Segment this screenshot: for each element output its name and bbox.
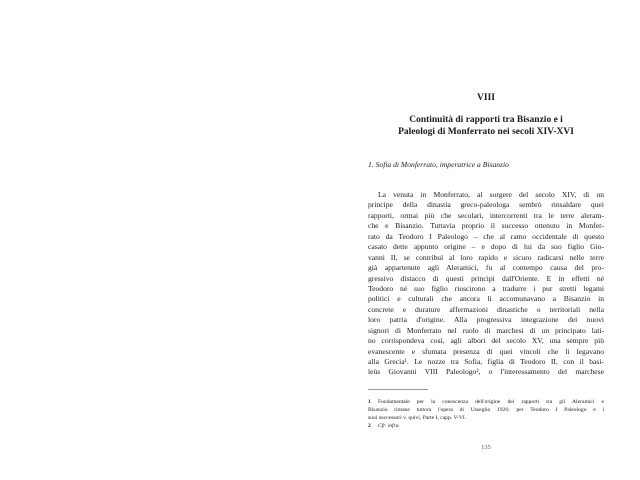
body-line: alla Grecia¹. Le nozze tra Sofia, figlia di Teodoro II, con il basi- xyxy=(368,357,604,366)
footnotes xyxy=(368,398,604,430)
body-line: Teodoro né suo figlio riuscirono a tradurre i pur stretti legami xyxy=(368,283,604,293)
footnote xyxy=(368,398,604,422)
body-text xyxy=(368,190,604,378)
body-line: politici e culturali che ancora li accomunavano a Bisanzio in xyxy=(368,294,604,304)
body-line: leùs Giovanni VIII Paleologo², o l'interessamento del marchese xyxy=(368,367,604,377)
body-line: vanni II, se contribuì al loro rapido e sicuro radicarsi nelle terre xyxy=(368,252,604,262)
chapter-number: VIII xyxy=(477,93,495,103)
body-line: rapporti, ormai più che secolari, intercorrenti tra le terre aleram- xyxy=(368,210,604,220)
page-number: 135 xyxy=(481,444,491,451)
chapter-title-line: Continuità di rapporti tra Bisanzio e i xyxy=(409,115,563,125)
body-line: signori di Monferrato nel ruolo di marchesi di un principato lati- xyxy=(368,325,604,335)
footnote-mark: 2 xyxy=(368,423,371,429)
footnote-line: Bisanzio rimane tuttora l'opera di Usseglio 1926; per Teodoro I Paleologo e i xyxy=(368,407,604,413)
body-line: evanescente e sfumata presenza di quei vincoli che li legavano xyxy=(368,346,604,356)
book-page xyxy=(368,0,604,480)
chapter-title-line: Paleologi di Monferrato nei secoli XIV-XVI xyxy=(398,127,574,137)
body-line: principe della dinastia greco-paleologa sembrò rinsaldare quei xyxy=(368,200,604,210)
body-line: rato da Teodoro I Paleologo – che al ramo occidentale di questo xyxy=(368,231,604,241)
body-line: gressivo distacco di questi principi dall'Oriente. E in effetti né xyxy=(368,273,604,283)
section-heading: 1. Sofia di Monferrato, imperatrice a Bisanzio xyxy=(368,160,509,169)
body-line: casato dette appunto origine – e dopo di lui da suo figlio Gio- xyxy=(368,242,604,252)
footnote-line: Fondamentale per la conoscenza dell'origine dei rapporti tra gli Aleramici e xyxy=(378,399,604,405)
body-line: già appartenute agli Aleramici, fu al contempo causa del pro- xyxy=(368,263,604,273)
body-line: che e Bisanzio. Tuttavia proprio il successo ottenuto in Monfer- xyxy=(368,221,604,231)
footnote xyxy=(368,422,604,430)
footnote-line: suoi successori v. quivi, Parte I, capp. V-VI. xyxy=(368,415,467,421)
footnote-line: Cfr. infra. xyxy=(378,423,400,429)
body-line: La venuta in Monferrato, al sorgere del secolo XIV, di un xyxy=(378,190,604,199)
chapter-title xyxy=(368,114,604,138)
footnote-mark: 1 xyxy=(368,399,371,405)
body-line: no corrispondeva così, agli albori del secolo XV, una sempre più xyxy=(368,336,604,346)
body-line: loro patria d'origine. Alla progressiva integrazione dei nuovi xyxy=(368,315,604,325)
body-line: concrete e durature affermazioni dinastiche o territoriali nella xyxy=(368,304,604,314)
footnote-divider xyxy=(368,389,428,390)
